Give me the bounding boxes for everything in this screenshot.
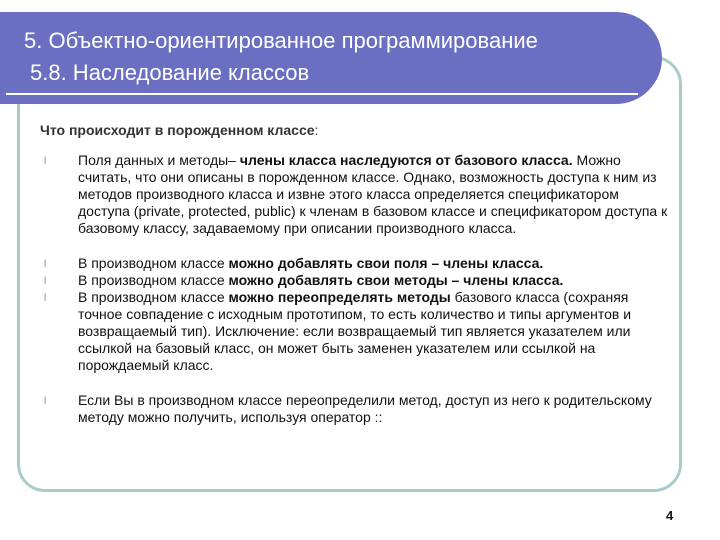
item-text: В производном классе [78, 255, 229, 271]
item-text: Если Вы в производном классе переопределили метод, доступ из него к родительскому методу можно получить, используя оператор :: [78, 392, 652, 425]
item-text: В производном классе [78, 289, 229, 305]
slide-content [40, 122, 670, 426]
item-bold-text: можно добавлять свои поля – члены класса. [228, 255, 544, 271]
bullet-icon: l [44, 276, 47, 287]
list-item [40, 392, 670, 426]
list-item [40, 289, 670, 374]
bullet-icon: l [44, 156, 47, 167]
item-bold-text: можно добавлять свои методы – члены класса. [228, 272, 564, 288]
item-text: Можно считать, что они описаны в порожденном классе. Однако, возможность доступа к ним из методов производного класса и извне этого класса определяется спецификатором доступа (private, protected, public) к членам в базовом классе и спецификатором доступа к базовому классу, задаваемому при описании производного класса. [78, 152, 668, 236]
item-bold-text: можно переопределять методы [228, 289, 451, 305]
list-item [40, 152, 670, 237]
item-text: В производном классе [78, 272, 229, 288]
slide-title-line1: 5. Объектно-ориентированное программирование [24, 28, 538, 53]
bullet-icon: l [44, 396, 47, 407]
section-heading-text: Что происходит в порожденном классе [40, 122, 315, 138]
section-heading-colon: : [314, 122, 319, 138]
page-number: 4 [666, 508, 674, 523]
title-banner [0, 12, 662, 104]
list-item [40, 255, 670, 272]
banner-divider [6, 93, 638, 95]
section-heading [40, 122, 670, 139]
list-item [40, 272, 670, 289]
item-text: Поля данных и методы– [78, 152, 240, 168]
slide-title-line2: 5.8. Наследование классов [30, 60, 310, 85]
bullet-icon: l [44, 259, 47, 270]
bullet-icon: l [44, 293, 47, 304]
item-bold-text: члены класса наследуются от базового класса. [239, 152, 573, 168]
item-text: базового класса (сохраняя точное совпадение с исходным прототипом, то есть количество и типы аргументов и возвращаемый тип). Исключение: если возвращаемый тип является указателем или ссылкой на базовый класс, он может быть заменен указателем или ссылкой на порождаемый класс. [78, 289, 632, 373]
